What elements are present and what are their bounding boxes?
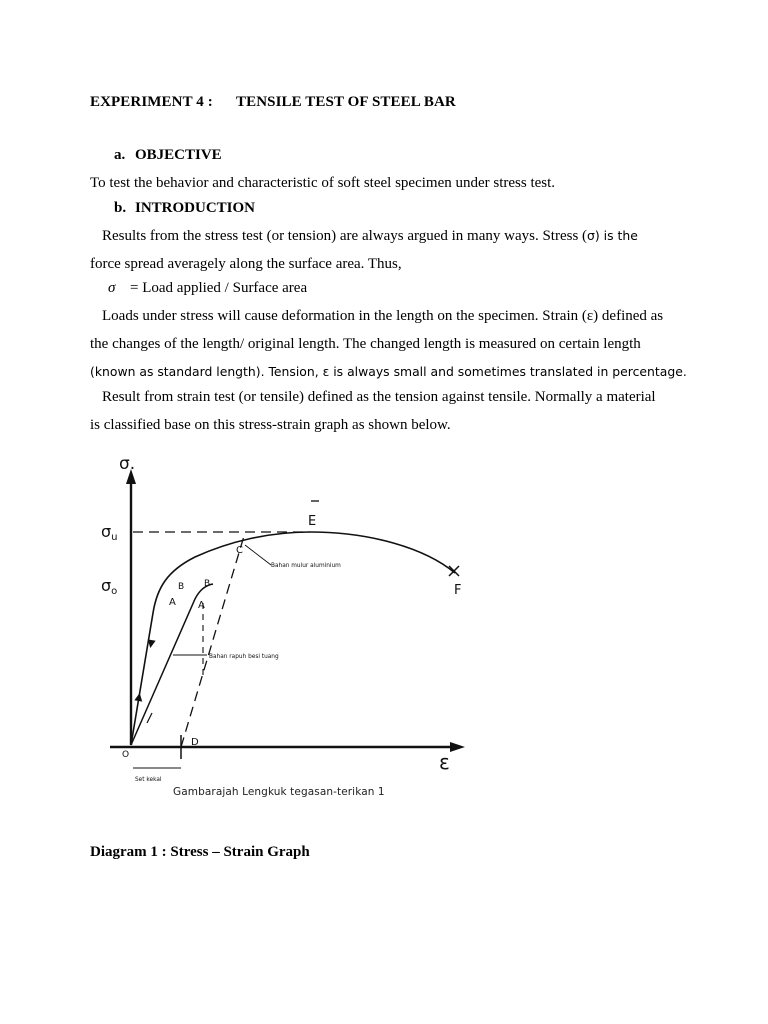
diagram-inner-caption: Gambarajah Lengkuk tegasan-terikan 1 — [173, 786, 385, 798]
point-a-brittle-label: A — [198, 600, 205, 611]
text-run: Results from the stress test (or tension) are always argued in many ways. Stress ( — [102, 228, 588, 244]
introduction-paragraph-1 — [90, 222, 690, 278]
objective-sentence: To test the behavior and characteristic of soft steel specimen under stress test. — [90, 175, 556, 191]
experiment-heading — [90, 94, 456, 111]
point-o-label: O — [122, 750, 130, 760]
section-label: a. — [114, 147, 126, 163]
paragraph-line: is classified base on this stress-strain graph as shown below. — [90, 417, 451, 433]
sigma-u-subscript: u — [111, 532, 118, 543]
paragraph-line — [90, 222, 690, 250]
sigma-u-symbol: σ — [101, 522, 112, 541]
y-axis-symbol: σ. — [119, 454, 136, 474]
paragraph-line: (known as standard length). Tension, ε is always small and sometimes translated in percentage. — [90, 364, 687, 379]
paragraph-line: the changes of the length/ original length. The changed length is measured on certain length — [90, 336, 641, 352]
introduction-paragraph-3 — [90, 383, 690, 439]
section-objective-heading — [114, 147, 222, 164]
objective-text — [90, 169, 690, 197]
x-axis-arrow — [450, 742, 465, 752]
paragraph-line: Result from strain test (or tensile) defined as the tension against tensile. Normally a material — [102, 389, 656, 405]
paragraph-line: Loads under stress will cause deformation in the length on the specimen. Strain (ε) defined as — [102, 308, 664, 324]
section-label: b. — [114, 200, 127, 216]
ductile-material-label: Bahan mulur aluminium — [271, 563, 341, 569]
sigma-o-label — [101, 576, 117, 597]
diagram-caption: Diagram 1 : Stress – Strain Graph — [90, 844, 310, 860]
stress-strain-diagram — [95, 453, 505, 801]
sigma-u-label — [101, 522, 117, 543]
formula-text: = Load applied / Surface area — [130, 280, 308, 296]
stress-formula — [108, 280, 307, 297]
experiment-title: TENSILE TEST OF STEEL BAR — [236, 94, 456, 110]
ductile-leader-line — [245, 545, 271, 565]
point-f-label: F — [454, 583, 462, 598]
sigma-o-subscript: o — [111, 586, 118, 597]
section-title: INTRODUCTION — [135, 200, 256, 216]
origin-tick — [147, 713, 152, 723]
set-kekal-label: Set kekal — [135, 777, 162, 783]
brittle-material-label: Bahan rapuh besi tuang — [209, 654, 279, 660]
sigma-o-symbol: σ — [101, 576, 112, 595]
point-a-ductile-label: A — [169, 597, 176, 608]
sigma-symbol: σ — [587, 228, 595, 243]
point-b-ductile-label: B — [178, 582, 185, 592]
unloading-dashed-line — [181, 536, 244, 747]
paragraph-line: force spread averagely along the surface area. Thus, — [90, 256, 402, 272]
point-d-label: D — [191, 737, 199, 748]
experiment-label: EXPERIMENT 4 : — [90, 94, 213, 110]
introduction-paragraph-2 — [90, 302, 690, 386]
point-c-label: C — [236, 545, 243, 556]
stress-strain-graph — [95, 453, 505, 801]
sigma-symbol: σ — [108, 280, 116, 296]
point-e-label: E — [308, 514, 317, 529]
section-introduction-heading — [114, 200, 255, 217]
x-axis-symbol: ε — [439, 750, 450, 774]
text-run: ) is the — [594, 228, 638, 243]
point-b-brittle-label: B — [204, 579, 211, 589]
section-title: OBJECTIVE — [135, 147, 222, 163]
